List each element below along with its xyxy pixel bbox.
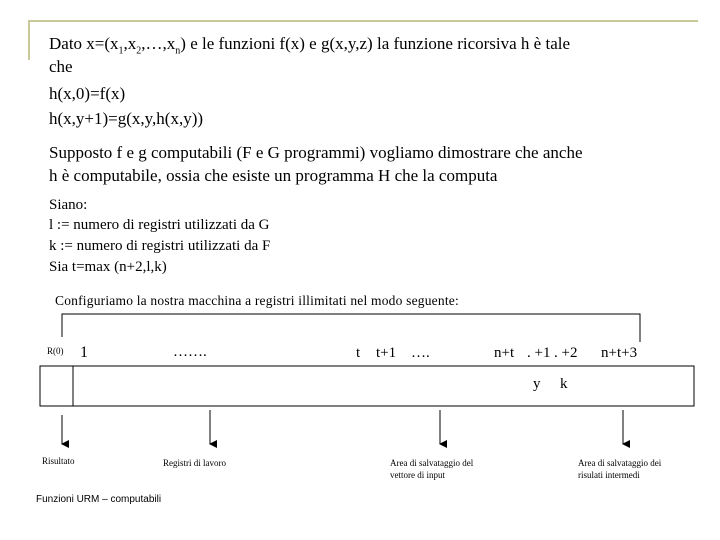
register-k-label: k <box>560 376 568 392</box>
register-t1-label: t+1 <box>376 345 397 361</box>
register-plus1-label: . +1 <box>527 345 551 361</box>
register-y-label: y <box>533 376 541 392</box>
defs-line-4: Sia t=max (n+2,l,k) <box>49 259 167 275</box>
label-risultato: Risultato <box>42 456 75 466</box>
suppose-line-1: Supposto f e g computabili (F e G programmi) vogliamo dimostrare che anche <box>49 143 583 162</box>
intro-line-2: che <box>49 57 73 76</box>
register-dots-1: ……. <box>173 344 207 360</box>
register-dots-2: …. <box>411 345 430 361</box>
defs-line-3: k := numero di registri utilizzati da F <box>49 238 271 254</box>
register-r0-label: R(0) <box>47 346 64 356</box>
label-intermedi-area-1: Area di salvataggio dei <box>578 458 662 468</box>
register-nt-label: n+t <box>494 345 515 361</box>
label-input-area-1: Area di salvataggio del <box>390 458 474 468</box>
defs-line-1: Siano: <box>49 197 88 213</box>
intro-line-3: h(x,0)=f(x) <box>49 84 126 103</box>
register-strip <box>40 366 694 406</box>
config-text: Configuriamo la nostra macchina a registri illimitati nel modo seguente: <box>55 293 459 308</box>
intro-line-4: h(x,y+1)=g(x,y,h(x,y)) <box>49 109 204 128</box>
register-t-label: t <box>356 345 361 361</box>
label-input-area-2: vettore di input <box>390 470 445 480</box>
suppose-line-2: h è computabile, ossia che esiste un programma H che la computa <box>49 166 498 185</box>
register-nt3-label: n+t+3 <box>601 345 638 361</box>
register-plus2-label: . +2 <box>554 345 578 361</box>
register-1-label: 1 <box>80 344 88 361</box>
label-registri-lavoro: Registri di lavoro <box>163 458 226 468</box>
intro-line-1: Dato $x=(x_1,x_2,\dots,x_n)$ e le funzioni f(x) e g(x,y,z) la funzione ricorsiva h è tale <box>49 34 571 57</box>
slide-footer: Funzioni URM – computabili <box>36 494 162 505</box>
defs-line-2: l := numero di registri utilizzati da G <box>49 217 270 233</box>
label-intermedi-area-2: risulati intermedi <box>578 470 640 480</box>
bracket-line <box>62 314 640 342</box>
